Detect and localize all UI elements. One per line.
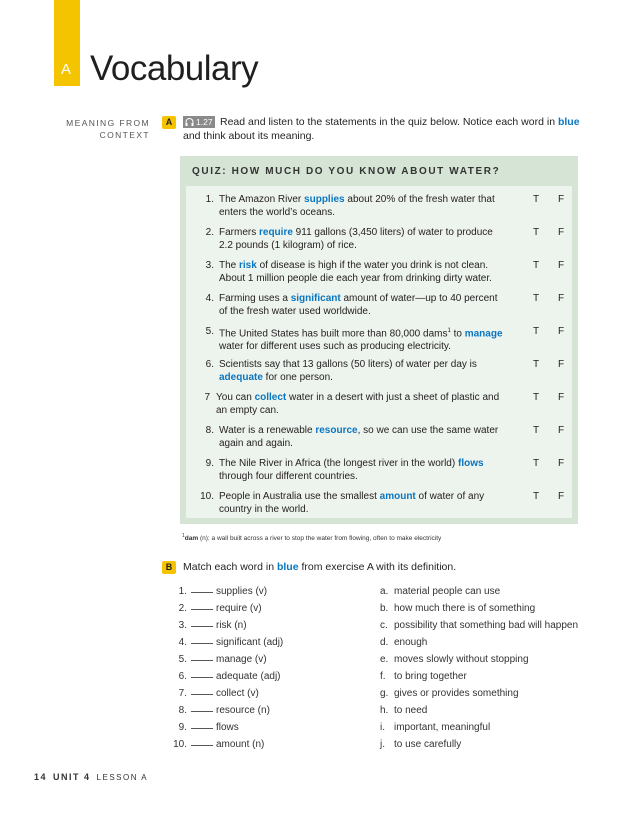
false-option[interactable]: F [558, 392, 565, 403]
true-option[interactable]: T [533, 425, 540, 436]
vocab-word: resource [315, 425, 358, 436]
false-option[interactable]: F [558, 458, 565, 469]
match-word-item: 5. manage (v) [178, 654, 267, 665]
page-folio [34, 772, 148, 782]
match-word-item: 8. resource (n) [178, 705, 270, 716]
true-option[interactable]: T [533, 359, 540, 370]
match-word-item: 9. flows [178, 722, 239, 733]
vocab-word: adequate [219, 372, 263, 383]
answer-blank[interactable] [191, 609, 213, 610]
definition-item: h. to need [380, 705, 428, 716]
side-label-line2: CONTEXT [99, 130, 150, 140]
headphones-icon [185, 118, 194, 126]
answer-blank[interactable] [191, 626, 213, 627]
definition-item: c. possibility that something bad will happen [380, 620, 578, 631]
true-option[interactable]: T [533, 194, 540, 205]
footnote: $^1$dam (n): a wall built across a river to stop the water from flowing, often to make electricity [182, 533, 442, 543]
audio-track-button[interactable] [183, 116, 215, 128]
answer-blank[interactable] [191, 711, 213, 712]
vocab-word: flows [457, 458, 484, 469]
quiz-title: QUIZ: HOW MUCH DO YOU KNOW ABOUT WATER? [192, 166, 501, 177]
page-title: Vocabulary [90, 49, 259, 88]
definition-item: a. material people can use [380, 586, 501, 597]
exercise-b-badge: B [162, 561, 176, 574]
match-word-item: 1. supplies (v) [178, 586, 268, 597]
answer-blank[interactable] [191, 728, 213, 729]
instruction-blue-word: blue [276, 561, 299, 573]
false-option[interactable]: F [558, 194, 565, 205]
false-option[interactable]: F [558, 491, 565, 502]
exercise-a-instruction-line2: and think about its meaning. [183, 130, 315, 142]
lesson-label: LESSON A [96, 773, 149, 782]
true-option[interactable]: T [533, 392, 540, 403]
match-word-item: 2. require (v) [178, 603, 262, 614]
vocab-word: require [259, 227, 293, 238]
answer-blank[interactable] [191, 592, 213, 593]
true-option[interactable]: T [533, 227, 540, 238]
answer-blank[interactable] [191, 660, 213, 661]
true-option[interactable]: T [533, 260, 540, 271]
match-word-item: 10. amount (n) [173, 739, 265, 750]
true-option[interactable]: T [533, 491, 540, 502]
false-option[interactable]: F [558, 425, 565, 436]
answer-blank[interactable] [191, 694, 213, 695]
vocab-word: supplies [304, 194, 345, 205]
exercise-a-badge: A [162, 116, 176, 129]
quiz-box [180, 156, 578, 524]
true-option[interactable]: T [533, 458, 540, 469]
instruction-blue-word: blue [557, 116, 580, 128]
false-option[interactable]: F [558, 293, 565, 304]
section-tab-letter: A [61, 61, 72, 78]
false-option[interactable]: F [558, 260, 565, 271]
audio-track-number: 1.27 [196, 117, 213, 127]
definition-item: i. important, meaningful [380, 722, 491, 733]
answer-blank[interactable] [191, 643, 213, 644]
vocab-word: amount [379, 491, 416, 502]
quiz-list: 1. The Amazon River supplies about 20% of the fresh water that enters the world’s oceans. T F 2. Farmers require 911 gallons (3,450 liters) of water to produce 2.2 pounds (1 kilogram) of rice. T F 3. The risk of disease is high if the water you drink is not clean. About 1 million people die each year from drinking dirty water. T F 4. Farming uses a significant amount of water—up to 40 percent of the fresh water used worldwide. T F 5. The United States has built more than 80,000 dams$^1$ to manage water for different uses such as producing electricity. T F 6. Scientists say that 13 gallons (50 liters) of water per day is adequate for one person. T F 7 You can collect water in a desert with just a sheet of plastic and an empty can. T F 8. Water is a renewable resource, so we can use the same water again and again. T F 9. The Nile River in Africa (the longest river in the world) flows through four different countries. T F 10. People in Australia use the smallest amount of water of any country in the world. T F [186, 186, 572, 518]
false-option[interactable]: F [558, 359, 565, 370]
definition-item: b. how much there is of something [380, 603, 536, 614]
definition-item: e. moves slowly without stopping [380, 654, 529, 665]
side-label-line1: MEANING FROM [66, 118, 150, 128]
true-option[interactable]: T [533, 326, 540, 337]
definition-item: j. to use carefully [380, 739, 462, 750]
false-option[interactable]: F [558, 227, 565, 238]
instruction-text: Read and listen to the statements in the quiz below. Notice each word in [220, 116, 556, 128]
vocab-word: significant [290, 293, 341, 304]
definition-item: f. to bring together [380, 671, 467, 682]
page-number: 14 [34, 772, 48, 782]
match-word-item: 4. significant (adj) [178, 637, 284, 648]
unit-label: UNIT 4 [53, 772, 91, 782]
definition-item: d. enough [380, 637, 428, 648]
false-option[interactable]: F [558, 326, 565, 337]
match-word-item: 7. collect (v) [178, 688, 259, 699]
vocab-word: risk [239, 260, 257, 271]
match-word-item: 3. risk (n) [178, 620, 247, 631]
exercise-b-instruction: Match each word in blue from exercise A with its definition. [183, 561, 457, 573]
match-word-item: 6. adequate (adj) [178, 671, 281, 682]
side-label [60, 117, 150, 141]
vocab-word: collect [254, 392, 287, 403]
definition-item: g. gives or provides something [380, 688, 519, 699]
exercise-a-instruction-line1 [220, 115, 580, 130]
answer-blank[interactable] [191, 677, 213, 678]
answer-blank[interactable] [191, 745, 213, 746]
vocab-word: manage [464, 328, 503, 340]
true-option[interactable]: T [533, 293, 540, 304]
